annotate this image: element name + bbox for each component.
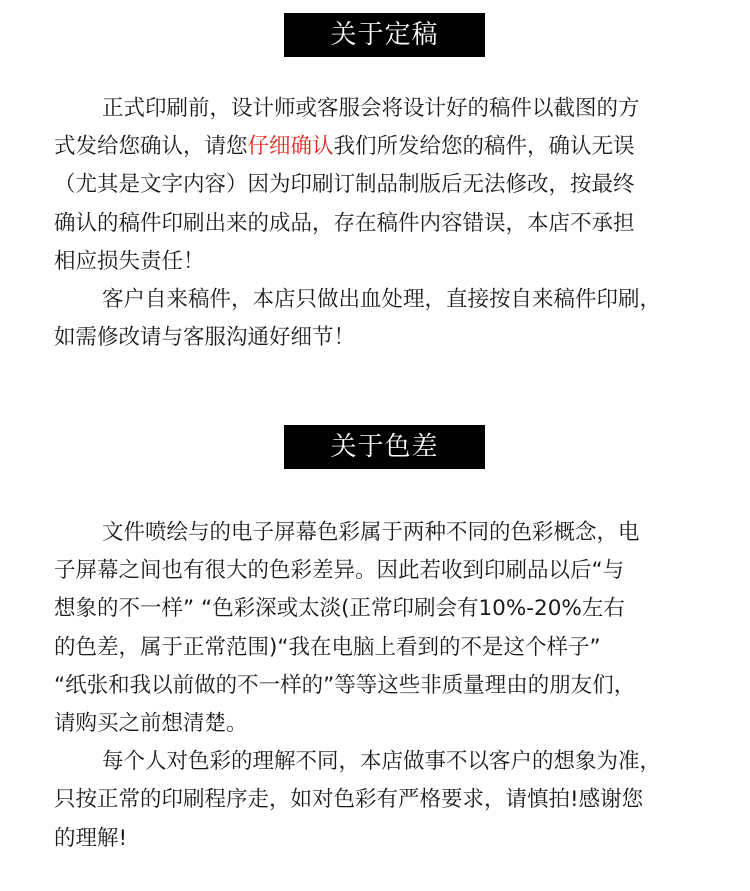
text-line bbox=[54, 705, 714, 743]
color-difference-text bbox=[54, 514, 714, 858]
text-line bbox=[54, 205, 714, 243]
text-segment: 的理解! bbox=[54, 825, 128, 851]
text-segment: 每个人对色彩的理解不同，本店做事不以客户的想象为准， bbox=[102, 749, 662, 775]
text-line bbox=[54, 319, 714, 357]
text-line bbox=[54, 281, 714, 319]
text-line bbox=[54, 743, 714, 781]
text-segment: 想象的不一样” “色彩深或太淡(正常印刷会有10%-20%左右 bbox=[54, 596, 625, 622]
text-line bbox=[54, 514, 714, 552]
text-line bbox=[54, 128, 714, 166]
text-segment: （尤其是文字内容）因为印刷订制品制版后无法修改，按最终 bbox=[54, 172, 635, 198]
text-line bbox=[54, 781, 714, 819]
text-line bbox=[54, 166, 714, 204]
text-line bbox=[54, 243, 714, 281]
heading-finalization: 关于定稿 bbox=[284, 13, 485, 57]
text-segment: 的色差，属于正常范围)“我在电脑上看到的不是这个样子” bbox=[54, 634, 601, 660]
text-segment: 客户自来稿件，本店只做出血处理，直接按自来稿件印刷， bbox=[102, 287, 662, 313]
text-segment: “纸张和我以前做的不一样的”等等这些非质量理由的朋友们， bbox=[54, 672, 636, 698]
finalization-text bbox=[54, 90, 714, 357]
text-segment: 子屏幕之间也有很大的色彩差异。因此若收到印刷品以后“与 bbox=[54, 558, 625, 584]
highlight-text: 仔细确认 bbox=[247, 134, 334, 160]
text-segment: 正式印刷前，设计师或客服会将设计好的稿件以截图的方 bbox=[102, 96, 640, 121]
text-line bbox=[54, 552, 714, 590]
text-line bbox=[54, 629, 714, 667]
text-segment: 只按正常的印刷程序走，如对色彩有严格要求，请慎拍!感谢您 bbox=[54, 787, 644, 813]
text-line bbox=[54, 90, 714, 128]
text-segment: 确认的稿件印刷出来的成品，存在稿件内容错误，本店不承担 bbox=[54, 210, 635, 236]
text-segment: 如需修改请与客服沟通好细节！ bbox=[54, 325, 356, 351]
text-segment: 式发给您确认，请您 bbox=[54, 134, 248, 160]
text-segment: 文件喷绘与的电子屏幕色彩属于两种不同的色彩概念，电 bbox=[102, 520, 640, 545]
heading-color-difference: 关于色差 bbox=[284, 425, 485, 469]
text-line bbox=[54, 667, 714, 705]
text-segment: 我们所发给您的稿件，确认无误 bbox=[333, 134, 635, 160]
text-segment: 相应损失责任！ bbox=[54, 248, 205, 274]
text-line bbox=[54, 820, 714, 858]
text-line bbox=[54, 590, 714, 628]
text-segment: 请购买之前想清楚。 bbox=[54, 711, 248, 737]
